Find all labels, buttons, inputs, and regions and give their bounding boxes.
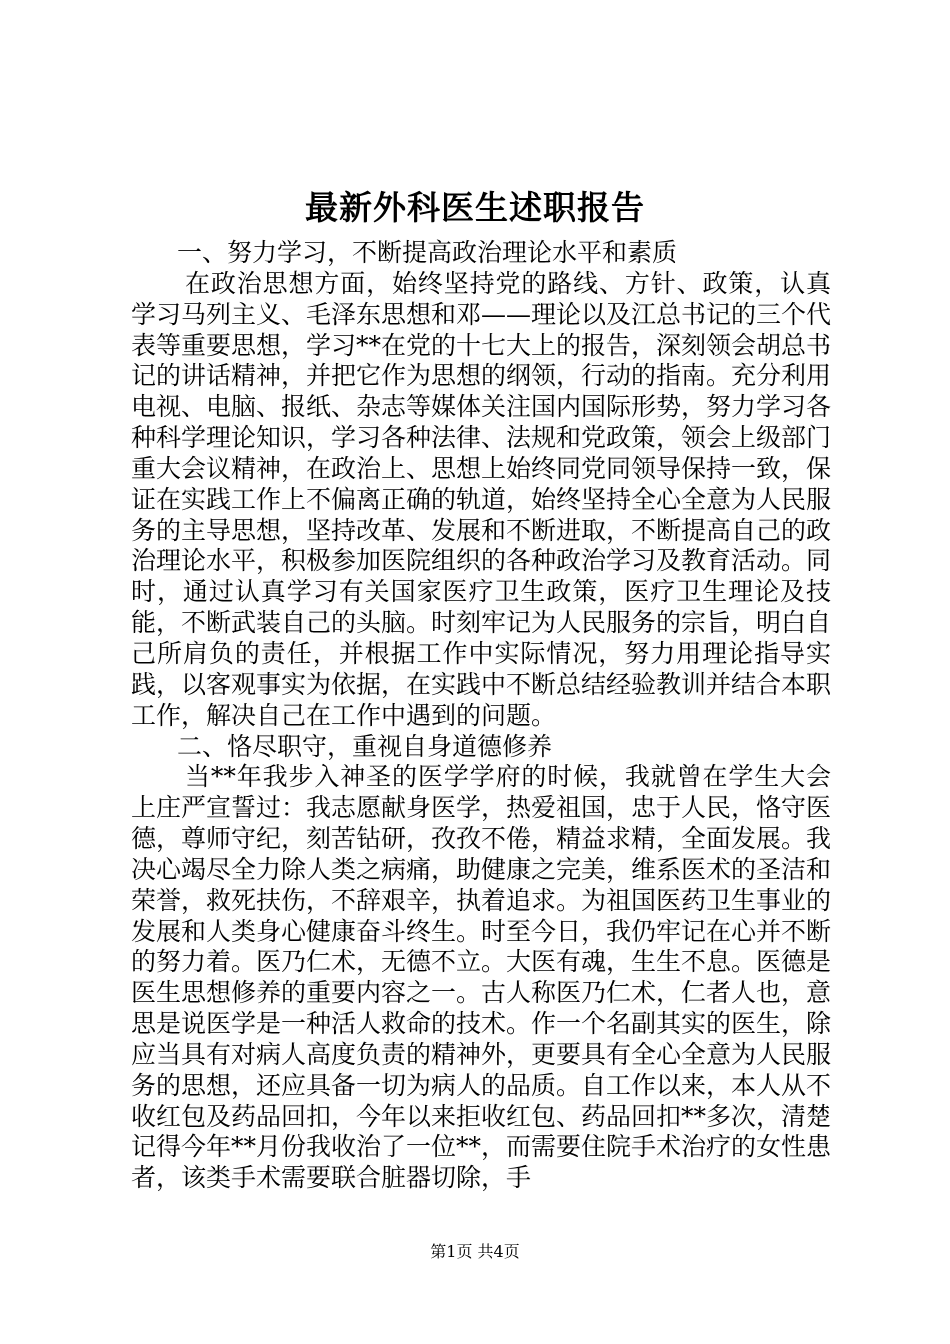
page-footer: 第1页 共4页 <box>430 1242 520 1261</box>
document-body <box>131 238 831 1194</box>
section-paragraph-2: 当**年我步入神圣的医学学府的时候，我就曾在学生大会上庄严宣誓过：我志愿献身医学，热爱祖国，忠于人民，恪守医德，尊师守纪，刻苦钻研，孜孜不倦，精益求精，全面发展。我决心竭尽全力除人类之病痛，助健康之完美，维系医术的圣洁和荣誉，救死扶伤，不辞艰辛，执着追求。为祖国医药卫生事业的发展和人类身心健康奋斗终生。时至今日，我仍牢记在心并不断的努力着。医乃仁术，无德不立。大医有魂，生生不息。医德是医生思想修养的重要内容之一。古人称医乃仁术，仁者人也，意思是说医学是一种活人救命的技术。作一个名副其实的医生，除应当具有对病人高度负责的精神外，更要具有全心全意为人民服务的思想，还应具备一切为病人的品质。自工作以来，本人从不收红包及药品回扣，今年以来拒收红包、药品回扣**多次，清楚记得今年**月份我收治了一位**，而需要住院手术治疗的女性患者，该类手术需要联合脏器切除，手 <box>131 762 832 1193</box>
section-paragraph-1: 在政治思想方面，始终坚持党的路线、方针、政策，认真学习马列主义、毛泽东思想和邓——理论以及江总书记的三个代表等重要思想，学习**在党的十七大上的报告，深刻领会胡总书记的讲话精神，并把它作为思想的纲领，行动的指南。充分利用电视、电脑、报纸、杂志等媒体关注国内国际形势，努力学习各种科学理论知识，学习各种法律、法规和党政策，领会上级部门重大会议精神，在政治上、思想上始终同党同领导保持一致，保证在实践工作上不偏离正确的轨道，始终坚持全心全意为人民服务的主导思想，坚持改革、发展和不断进取，不断提高自己的政治理论水平，积极参加医院组织的各种政治学习及教育活动。同时，通过认真学习有关国家医疗卫生政策，医疗卫生理论及技能，不断武装自己的头脑。时刻牢记为人民服务的宗旨，明白自己所肩负的责任，并根据工作中实际情况，努力用理论指导实践，以客观事实为依据，在实践中不断总结经验教训并结合本职工作，解决自己在工作中遇到的问题。 <box>131 268 832 730</box>
section-heading-2: 二、恪尽职守，重视自身道德修养 <box>177 731 553 761</box>
document-title: 最新外科医生述职报告 <box>305 188 645 227</box>
section-heading-1: 一、努力学习，不断提高政治理论水平和素质 <box>177 238 678 267</box>
